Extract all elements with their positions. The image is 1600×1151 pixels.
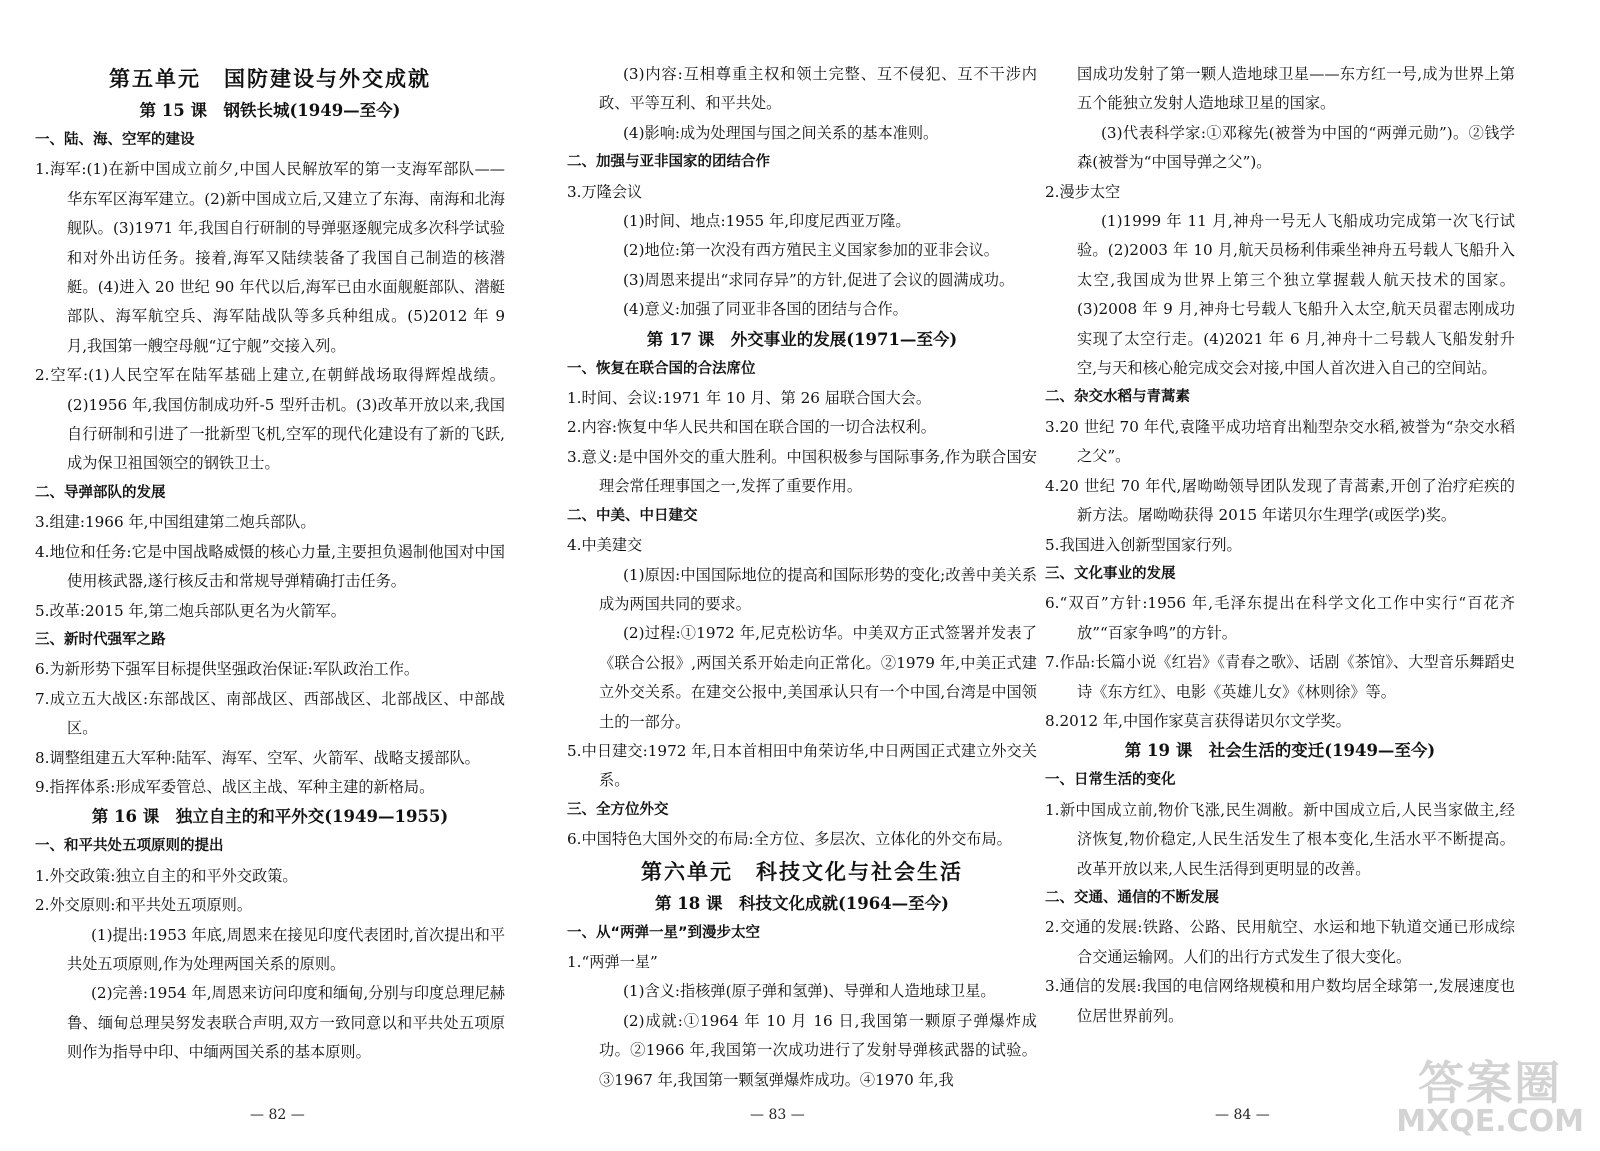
section-heading: 一、日常生活的变化 <box>1045 772 1176 789</box>
lesson-15-title: 第 15 课 钢铁长城(1949—至今) <box>139 101 401 120</box>
paragraph: 1.时间、会议:1971 年 10 月、第 26 届联合国大会。 <box>567 389 932 408</box>
paragraph: (2)地位:第一次没有西方殖民主义国家参加的亚非会议。 <box>623 241 999 260</box>
paragraph: (2)成就:①1964 年 10 月 16 日,我国第一颗原子弹爆炸成功。②1966 年,我国第一次成功进行了发射导弹核武器的试验。③1967 年,我国第一颗氢弹爆炸成功。④1970 年,我 <box>599 1011 1037 1089</box>
paragraph: 2.外交原则:和平共处五项原则。 <box>35 896 253 915</box>
paragraph: 5.改革:2015 年,第二炮兵部队更名为火箭军。 <box>35 601 346 620</box>
section-heading: 三、新时代强军之路 <box>35 631 166 648</box>
paragraph: (2)过程:①1972 年,尼克松访华。中美双方正式签署并发表了《联合公报》,两国关系开始走向正常化。②1979 年,中美正式建立外交关系。在建交公报中,美国承认只有一个中国,台湾是中国领土的一部分。 <box>599 624 1037 731</box>
paragraph: 3.意义:是中国外交的重大胜利。中国积极参与国际事务,作为联合国安理会常任理事国之一,发挥了重要作用。 <box>567 447 1037 496</box>
paragraph: (1)时间、地点:1955 年,印度尼西亚万隆。 <box>623 212 911 231</box>
paragraph: 3.万隆会议 <box>567 182 643 201</box>
paragraph: 国成功发射了第一颗人造地球卫星——东方红一号,成为世界上第五个能独立发射人造地球卫星的国家。 <box>1077 65 1515 113</box>
paragraph: 1.海军:(1)在新中国成立前夕,中国人民解放军的第一支海军部队——华东军区海军建立。(2)新中国成立后,又建立了东海、南海和北海舰队。(3)1971 年,我国自行研制的导弹驱逐舰完成多次科学试验和对外出访任务。接着,海军又陆续装备了我国自己制造的核潜艇。(4)进入 20 世纪 90 年代以后,海军已由水面舰艇部队、潜艇部队、海军航空兵、海军陆战队等多兵种组成。(5)2012 年 9 月,我国第一艘空母舰“辽宁舰”交接入列。 <box>35 160 505 355</box>
section-heading: 二、交通、通信的不断发展 <box>1045 889 1219 906</box>
section-heading: 一、从“两弹一星”到漫步太空 <box>567 924 761 941</box>
unit-6-title: 第六单元 科技文化与社会生活 <box>641 858 963 884</box>
paragraph: 2.空军:(1)人民空军在陆军基础上建立,在朝鲜战场取得辉煌战绩。(2)1956 年,我国仿制成功歼-5 型歼击机。(3)改革开放以来,我国自行研制和引进了一批新型飞机,空军的现代化建设有了新的飞跃,成为保卫祖国领空的钢铁卫士。 <box>35 366 505 473</box>
lesson-16-title: 第 16 课 独立自主的和平外交(1949—1955) <box>91 807 449 827</box>
watermark-mark: 答案圈 <box>1418 1056 1563 1110</box>
paragraph: (1)提出:1953 年底,周恩来在接见印度代表团时,首次提出和平共处五项原则,作为处理两国关系的原则。 <box>67 925 505 973</box>
paragraph: (3)内容:互相尊重主权和领土完整、互不侵犯、互不干涉内政、平等互利、和平共处。 <box>599 65 1037 113</box>
page-83-column <box>567 60 1037 1095</box>
section-heading: 三、文化事业的发展 <box>1045 565 1176 582</box>
paragraph: (3)周恩来提出“求同存异”的方针,促进了会议的圆满成功。 <box>623 270 1015 289</box>
watermark-logo <box>1396 1056 1584 1139</box>
paragraph: 6.“双百”方针:1956 年,毛泽东提出在科学文化工作中实行“百花齐放”“百家争鸣”的方针。 <box>1045 594 1515 642</box>
paragraph: 6.为新形势下强军目标提供坚强政治保证:军队政治工作。 <box>35 660 420 679</box>
paragraph: 8.2012 年,中国作家莫言获得诺贝尔文学奖。 <box>1045 711 1351 730</box>
paragraph: 1.“两弹一星” <box>567 952 658 971</box>
paragraph: 1.新中国成立前,物价飞涨,民生凋敝。新中国成立后,人民当家做主,经济恢复,物价稳定,人民生活发生了根本变化,生活水平不断提高。改革开放以来,人民生活得到更明显的改善。 <box>1045 800 1515 878</box>
paragraph: (1)原因:中国国际地位的提高和国际形势的变化;改善中美关系成为两国共同的要求。 <box>599 565 1037 613</box>
paragraph: 5.我国进入创新型国家行列。 <box>1045 535 1242 554</box>
paragraph: 6.中国特色大国外交的布局:全方位、多层次、立体化的外交布局。 <box>567 830 1012 849</box>
paragraph: (1)1999 年 11 月,神舟一号无人飞船成功完成第一次飞行试验。(2)2003 年 10 月,航天员杨利伟乘坐神舟五号载人飞船升入太空,我国成为世界上第三个独立掌握载人航天技术的国家。(3)2008 年 9 月,神舟七号载人飞船升入太空,航天员翟志刚成功实现了太空行走。(4)2021 年 6 月,神舟十二号载人飞船发射升空,与天和核心舱完成交会对接,中国人首次进入自己的空间站。 <box>1077 212 1515 378</box>
paragraph: 3.组建:1966 年,中国组建第二炮兵部队。 <box>35 513 316 532</box>
paragraph: 7.作品:长篇小说《红岩》《青春之歌》、话剧《茶馆》、大型音乐舞蹈史诗《东方红》、电影《英雄儿女》《林则徐》等。 <box>1045 653 1515 701</box>
watermark-url: MXQE.COM <box>1396 1104 1584 1139</box>
section-heading: 二、导弹部队的发展 <box>35 484 166 501</box>
section-heading: 二、杂交水稻与青蒿素 <box>1045 389 1190 406</box>
section-heading: 一、陆、海、空军的建设 <box>35 132 195 148</box>
section-heading: 三、全方位外交 <box>567 801 669 818</box>
lesson-18-title: 第 18 课 科技文化成就(1964—至今) <box>655 893 949 913</box>
paragraph: 4.20 世纪 70 年代,屠呦呦领导团队发现了青蒿素,开创了治疗疟疾的新方法。屠呦呦获得 2015 年诺贝尔生理学(或医学)奖。 <box>1045 476 1515 525</box>
page-84-column <box>1045 60 1515 1031</box>
paragraph: 3.20 世纪 70 年代,袁隆平成功培育出籼型杂交水稻,被誉为“杂交水稻之父”。 <box>1045 417 1515 466</box>
paragraph: 4.中美建交 <box>567 536 643 555</box>
lesson-19-title: 第 19 课 社会生活的变迁(1949—至今) <box>1124 741 1436 761</box>
paragraph: 9.指挥体系:形成军委管总、战区主战、军种主建的新格局。 <box>35 777 435 796</box>
paragraph: (2)完善:1954 年,周恩来访问印度和缅甸,分别与印度总理尼赫鲁、缅甸总理吴努发表联合声明,双方一致同意以和平共处五项原则作为指导中印、中缅两国关系的基本原则。 <box>67 984 505 1062</box>
page-number: — 84 — <box>1215 1107 1270 1123</box>
lesson-17-title: 第 17 课 外交事业的发展(1971—至今) <box>646 329 958 349</box>
section-heading: 一、恢复在联合国的合法席位 <box>567 360 756 377</box>
paragraph: 4.地位和任务:它是中国战略威慑的核心力量,主要担负遏制他国对中国使用核武器,遂行核反击和常规导弹精确打击任务。 <box>35 542 505 591</box>
paragraph: (1)含义:指核弹(原子弹和氢弹)、导弹和人造地球卫星。 <box>623 982 996 1001</box>
section-heading: 二、中美、中日建交 <box>567 507 698 524</box>
paragraph: 1.外交政策:独立自主的和平外交政策。 <box>35 866 298 885</box>
section-heading: 一、和平共处五项原则的提出 <box>35 838 224 855</box>
section-heading: 二、加强与亚非国家的团结合作 <box>567 154 770 171</box>
paragraph: 8.调整组建五大军种:陆军、海军、空军、火箭军、战略支援部队。 <box>35 748 480 767</box>
paragraph: (4)影响:成为处理国与国之间关系的基本准则。 <box>623 123 939 142</box>
paragraph: (4)意义:加强了同亚非各国的团结与合作。 <box>623 300 908 319</box>
paragraph: 2.漫步太空 <box>1045 182 1121 201</box>
unit-5-title: 第五单元 国防建设与外交成就 <box>109 66 431 91</box>
paragraph: 7.成立五大战区:东部战区、南部战区、西部战区、北部战区、中部战区。 <box>35 689 505 738</box>
page-82-column <box>35 62 505 1068</box>
paragraph: (3)代表科学家:①邓稼先(被誉为中国的“两弹元勋”)。②钱学森(被誉为“中国导弹之父”)。 <box>1077 123 1515 172</box>
paragraph: 3.通信的发展:我国的电信网络规模和用户数均居全球第一,发展速度也位居世界前列。 <box>1045 977 1515 1025</box>
page-number: — 83 — <box>750 1107 805 1123</box>
paragraph: 2.交通的发展:铁路、公路、民用航空、水运和地下轨道交通已形成综合交通运输网。人们的出行方式发生了很大变化。 <box>1045 918 1515 966</box>
paragraph: 2.内容:恢复中华人民共和国在联合国的一切合法权利。 <box>567 418 936 437</box>
paragraph: 5.中日建交:1972 年,日本首相田中角荣访华,中日两国正式建立外交关系。 <box>567 741 1037 790</box>
page-number: — 82 — <box>250 1107 305 1123</box>
